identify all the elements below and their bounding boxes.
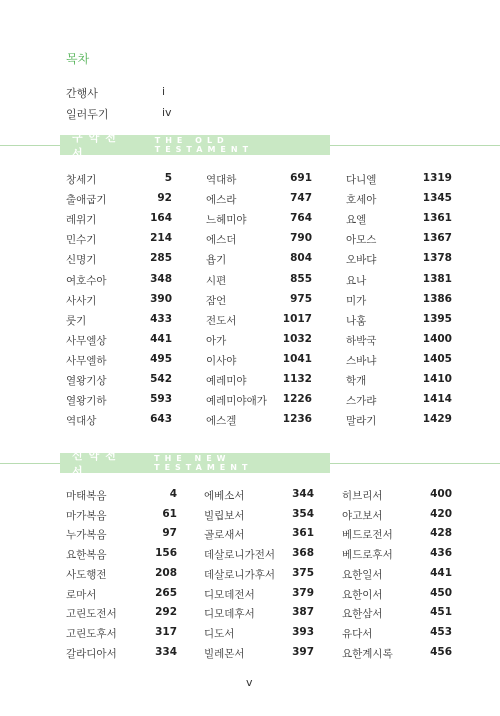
book-name: 에베소서 bbox=[204, 490, 245, 502]
page-number-label: 292 bbox=[155, 606, 177, 619]
toc-entry[interactable] bbox=[346, 232, 452, 246]
toc-entry[interactable] bbox=[346, 393, 452, 407]
book-name: 에스라 bbox=[206, 194, 237, 207]
toc-entry[interactable] bbox=[206, 293, 312, 307]
page-number-label: 1367 bbox=[422, 232, 452, 245]
toc-entry[interactable] bbox=[66, 508, 177, 522]
toc-entry[interactable] bbox=[204, 646, 314, 660]
toc-entry[interactable] bbox=[346, 353, 452, 367]
book-name: 잠언 bbox=[206, 294, 227, 307]
toc-entry[interactable] bbox=[66, 606, 177, 620]
prelim-entry-notes[interactable] bbox=[66, 106, 172, 122]
toc-entry[interactable] bbox=[346, 373, 452, 387]
toc-entry[interactable] bbox=[206, 232, 312, 246]
book-name: 요나 bbox=[346, 274, 367, 287]
page-number-label: 436 bbox=[430, 547, 452, 560]
toc-entry[interactable] bbox=[342, 547, 452, 561]
page-number-label: 495 bbox=[150, 352, 172, 365]
section-rule-left bbox=[0, 145, 60, 146]
book-name: 사무엘상 bbox=[66, 334, 107, 347]
book-name: 빌립보서 bbox=[204, 509, 245, 522]
toc-entry[interactable] bbox=[204, 527, 314, 541]
section-title-en: THE OLD TESTAMENT bbox=[154, 136, 254, 154]
prelim-page: iv bbox=[162, 106, 172, 119]
book-name: 하박국 bbox=[346, 334, 377, 347]
page-number-label: 593 bbox=[150, 393, 172, 406]
toc-entry[interactable] bbox=[66, 567, 177, 581]
toc-entry[interactable] bbox=[342, 606, 452, 620]
book-name: 역대하 bbox=[206, 174, 237, 186]
toc-entry[interactable] bbox=[346, 212, 452, 226]
page-number-label: 368 bbox=[292, 547, 314, 560]
toc-entry[interactable] bbox=[206, 393, 312, 407]
book-name: 마태복음 bbox=[66, 490, 107, 502]
page-number-label: 428 bbox=[430, 527, 452, 540]
book-name: 역대상 bbox=[66, 415, 97, 428]
page-number-label: 441 bbox=[150, 332, 172, 345]
book-name: 유다서 bbox=[342, 627, 373, 640]
page-number-label: 348 bbox=[150, 272, 172, 285]
page-number-label: 1132 bbox=[282, 373, 312, 385]
toc-entry[interactable] bbox=[206, 373, 312, 387]
page-number-label: 1319 bbox=[422, 172, 452, 184]
page-number-label: 1345 bbox=[422, 192, 452, 205]
page-number-label: 1361 bbox=[422, 212, 452, 225]
section-title-ko: 신약전서 bbox=[72, 449, 122, 478]
page-number-label: 265 bbox=[155, 586, 177, 599]
book-name: 오바댜 bbox=[346, 254, 377, 267]
page-number-label: 1395 bbox=[422, 312, 452, 325]
toc-entry[interactable] bbox=[206, 333, 312, 347]
toc-entry[interactable] bbox=[66, 488, 177, 502]
page-number-label: 1414 bbox=[422, 393, 452, 406]
toc-entry[interactable] bbox=[66, 313, 172, 327]
toc-entry[interactable] bbox=[206, 192, 312, 206]
toc-entry[interactable] bbox=[66, 353, 172, 367]
page-number-label: 164 bbox=[150, 212, 172, 225]
toc-entry[interactable] bbox=[66, 192, 172, 206]
page-number-label: 790 bbox=[290, 232, 312, 245]
page-title: 목차 bbox=[66, 52, 90, 66]
book-name: 미가 bbox=[346, 294, 367, 307]
old-testament-banner bbox=[60, 131, 330, 160]
book-name: 디도서 bbox=[204, 627, 235, 640]
book-name: 호세아 bbox=[346, 194, 377, 207]
toc-entry[interactable] bbox=[204, 606, 314, 620]
page-number-label: 5 bbox=[164, 172, 172, 184]
toc-entry[interactable] bbox=[206, 313, 312, 327]
page-number-label: 1378 bbox=[422, 252, 452, 265]
toc-entry[interactable] bbox=[342, 646, 452, 660]
book-name: 다니엘 bbox=[346, 174, 377, 186]
book-name: 골로새서 bbox=[204, 529, 245, 542]
toc-entry[interactable] bbox=[204, 626, 314, 640]
book-name: 요한이서 bbox=[342, 588, 383, 601]
section-title-en: THE NEW TESTAMENT bbox=[154, 454, 253, 472]
page-number-label: 208 bbox=[155, 566, 177, 579]
page-number-label: 1032 bbox=[282, 332, 312, 345]
page-number-label: 450 bbox=[430, 586, 452, 599]
book-name: 열왕기상 bbox=[66, 375, 107, 387]
book-name: 히브리서 bbox=[342, 490, 383, 502]
section-rule-right bbox=[330, 463, 500, 464]
book-name: 민수기 bbox=[66, 234, 97, 247]
toc-entry[interactable] bbox=[204, 567, 314, 581]
book-name: 스가랴 bbox=[346, 395, 377, 408]
toc-entry[interactable] bbox=[342, 508, 452, 522]
book-name: 신명기 bbox=[66, 254, 97, 267]
book-name: 예레미야 bbox=[206, 375, 247, 387]
book-name: 룻기 bbox=[66, 314, 87, 327]
prelim-page: i bbox=[162, 85, 166, 98]
page-number-label: 975 bbox=[290, 292, 312, 305]
toc-entry[interactable] bbox=[206, 212, 312, 226]
book-name: 사사기 bbox=[66, 294, 97, 307]
toc-entry[interactable] bbox=[346, 293, 452, 307]
toc-entry[interactable] bbox=[342, 567, 452, 581]
page-number-label: 393 bbox=[292, 625, 314, 638]
book-name: 학개 bbox=[346, 375, 367, 387]
page-number-label: 643 bbox=[150, 413, 172, 426]
toc-entry[interactable] bbox=[346, 313, 452, 327]
toc-entry[interactable] bbox=[206, 353, 312, 367]
page-number-label: 1041 bbox=[282, 352, 312, 365]
page-number-label: 433 bbox=[150, 312, 172, 325]
section-rule-left bbox=[0, 463, 60, 464]
toc-entry[interactable] bbox=[66, 527, 177, 541]
page-number-label: 354 bbox=[292, 507, 314, 520]
book-name: 욥기 bbox=[206, 254, 227, 267]
page-number-label: 92 bbox=[157, 192, 172, 205]
toc-entry[interactable] bbox=[204, 547, 314, 561]
page-number-label: 764 bbox=[290, 212, 312, 225]
page-number-label: 691 bbox=[290, 172, 312, 184]
page-number-label: 390 bbox=[150, 292, 172, 305]
page-number-label: 1226 bbox=[282, 393, 312, 406]
page-number-label: 1400 bbox=[422, 332, 452, 345]
toc-entry[interactable] bbox=[66, 232, 172, 246]
book-name: 디모데전서 bbox=[204, 588, 255, 601]
prelim-label: 간행사 bbox=[66, 87, 98, 100]
book-name: 예레미야애가 bbox=[206, 395, 267, 408]
page-number-label: 1386 bbox=[422, 292, 452, 305]
toc-entry[interactable] bbox=[346, 252, 452, 266]
page-number-label: 1017 bbox=[282, 312, 312, 325]
toc-entry[interactable] bbox=[66, 413, 172, 427]
toc-entry[interactable] bbox=[66, 547, 177, 561]
book-name: 요한복음 bbox=[66, 549, 107, 562]
toc-entry[interactable] bbox=[346, 413, 452, 427]
book-name: 창세기 bbox=[66, 174, 97, 186]
toc-entry[interactable] bbox=[204, 488, 314, 502]
page-number-label: 1381 bbox=[422, 272, 452, 285]
page-number-label: 441 bbox=[430, 566, 452, 579]
book-name: 말라기 bbox=[346, 415, 377, 428]
page-number-label: 379 bbox=[292, 586, 314, 599]
book-name: 야고보서 bbox=[342, 509, 383, 522]
page-number-label: 375 bbox=[292, 566, 314, 579]
page-number-label: 855 bbox=[290, 272, 312, 285]
toc-entry[interactable] bbox=[66, 646, 177, 660]
book-name: 베드로후서 bbox=[342, 549, 393, 562]
book-name: 열왕기하 bbox=[66, 395, 107, 408]
page-number-label: 456 bbox=[430, 645, 452, 658]
toc-entry[interactable] bbox=[66, 333, 172, 347]
book-name: 사도행전 bbox=[66, 568, 107, 581]
page-number-label: 1410 bbox=[422, 373, 452, 385]
toc-entry[interactable] bbox=[346, 333, 452, 347]
toc-entry[interactable] bbox=[342, 587, 452, 601]
book-name: 갈라디아서 bbox=[66, 647, 117, 660]
page-number-label: 400 bbox=[430, 488, 452, 500]
toc-entry[interactable] bbox=[206, 273, 312, 287]
toc-entry[interactable] bbox=[66, 273, 172, 287]
book-name: 시편 bbox=[206, 274, 227, 287]
page-number-label: 804 bbox=[290, 252, 312, 265]
page-number-label: 420 bbox=[430, 507, 452, 520]
toc-entry[interactable] bbox=[66, 626, 177, 640]
book-name: 마가복음 bbox=[66, 509, 107, 522]
book-name: 나훔 bbox=[346, 314, 367, 327]
page-number-label: 453 bbox=[430, 625, 452, 638]
page-number-label: 1429 bbox=[422, 413, 452, 426]
page-number-label: 214 bbox=[150, 232, 172, 245]
book-name: 고린도후서 bbox=[66, 627, 117, 640]
book-name: 아모스 bbox=[346, 234, 377, 247]
page-number-label: 1236 bbox=[282, 413, 312, 426]
page-number-label: 344 bbox=[292, 488, 314, 500]
page-number: v bbox=[246, 676, 253, 689]
book-name: 여호수아 bbox=[66, 274, 107, 287]
toc-entry[interactable] bbox=[206, 252, 312, 266]
book-name: 전도서 bbox=[206, 314, 237, 327]
page-number-label: 4 bbox=[169, 488, 177, 500]
page-number-label: 451 bbox=[430, 606, 452, 619]
book-name: 출애굽기 bbox=[66, 194, 107, 207]
page-number-label: 285 bbox=[150, 252, 172, 265]
book-name: 에스더 bbox=[206, 234, 237, 247]
toc-entry[interactable] bbox=[342, 626, 452, 640]
page-number-label: 387 bbox=[292, 606, 314, 619]
book-name: 고린도전서 bbox=[66, 608, 117, 621]
page-number-label: 397 bbox=[292, 645, 314, 658]
page-number-label: 334 bbox=[155, 645, 177, 658]
book-name: 에스겔 bbox=[206, 415, 237, 428]
book-name: 아가 bbox=[206, 334, 227, 347]
toc-entry[interactable] bbox=[346, 273, 452, 287]
book-name: 요엘 bbox=[346, 214, 367, 227]
section-title-ko: 구약전서 bbox=[72, 131, 122, 160]
toc-entry[interactable] bbox=[342, 488, 452, 502]
book-name: 스바냐 bbox=[346, 354, 377, 367]
book-name: 빌레몬서 bbox=[204, 647, 245, 660]
toc-entry[interactable] bbox=[204, 587, 314, 601]
section-rule-right bbox=[330, 145, 500, 146]
page-number-label: 156 bbox=[155, 547, 177, 560]
book-name: 로마서 bbox=[66, 588, 97, 601]
toc-entry[interactable] bbox=[66, 252, 172, 266]
book-name: 데살로니가후서 bbox=[204, 568, 276, 581]
book-name: 사무엘하 bbox=[66, 354, 107, 367]
page-number-label: 317 bbox=[155, 625, 177, 638]
book-name: 요한계시록 bbox=[342, 647, 393, 660]
prelim-entry-preface[interactable] bbox=[66, 85, 166, 101]
toc-entry[interactable] bbox=[206, 172, 312, 186]
prelim-label: 일러두기 bbox=[66, 108, 109, 121]
page-number-label: 1405 bbox=[422, 352, 452, 365]
page-number-label: 542 bbox=[150, 373, 172, 385]
book-name: 데살로니가전서 bbox=[204, 549, 276, 562]
new-testament-banner bbox=[60, 449, 330, 478]
page-number-label: 97 bbox=[162, 527, 177, 540]
toc-entry[interactable] bbox=[66, 212, 172, 226]
book-name: 베드로전서 bbox=[342, 529, 393, 542]
toc-entry[interactable] bbox=[66, 293, 172, 307]
page-number-label: 361 bbox=[292, 527, 314, 540]
toc-entry[interactable] bbox=[66, 172, 172, 186]
toc-entry[interactable] bbox=[66, 587, 177, 601]
toc-entry[interactable] bbox=[66, 373, 172, 387]
toc-entry[interactable] bbox=[204, 508, 314, 522]
toc-entry[interactable] bbox=[66, 393, 172, 407]
book-name: 이사야 bbox=[206, 354, 237, 367]
book-name: 누가복음 bbox=[66, 529, 107, 542]
toc-entry[interactable] bbox=[342, 527, 452, 541]
page-number-label: 61 bbox=[162, 507, 177, 520]
book-name: 레위기 bbox=[66, 214, 97, 227]
toc-entry[interactable] bbox=[206, 413, 312, 427]
page-number-label: 747 bbox=[290, 192, 312, 205]
book-name: 요한삼서 bbox=[342, 608, 383, 621]
toc-entry[interactable] bbox=[346, 192, 452, 206]
toc-entry[interactable] bbox=[346, 172, 452, 186]
book-name: 디모데후서 bbox=[204, 608, 255, 621]
book-name: 느헤미야 bbox=[206, 214, 247, 227]
book-name: 요한일서 bbox=[342, 568, 383, 581]
